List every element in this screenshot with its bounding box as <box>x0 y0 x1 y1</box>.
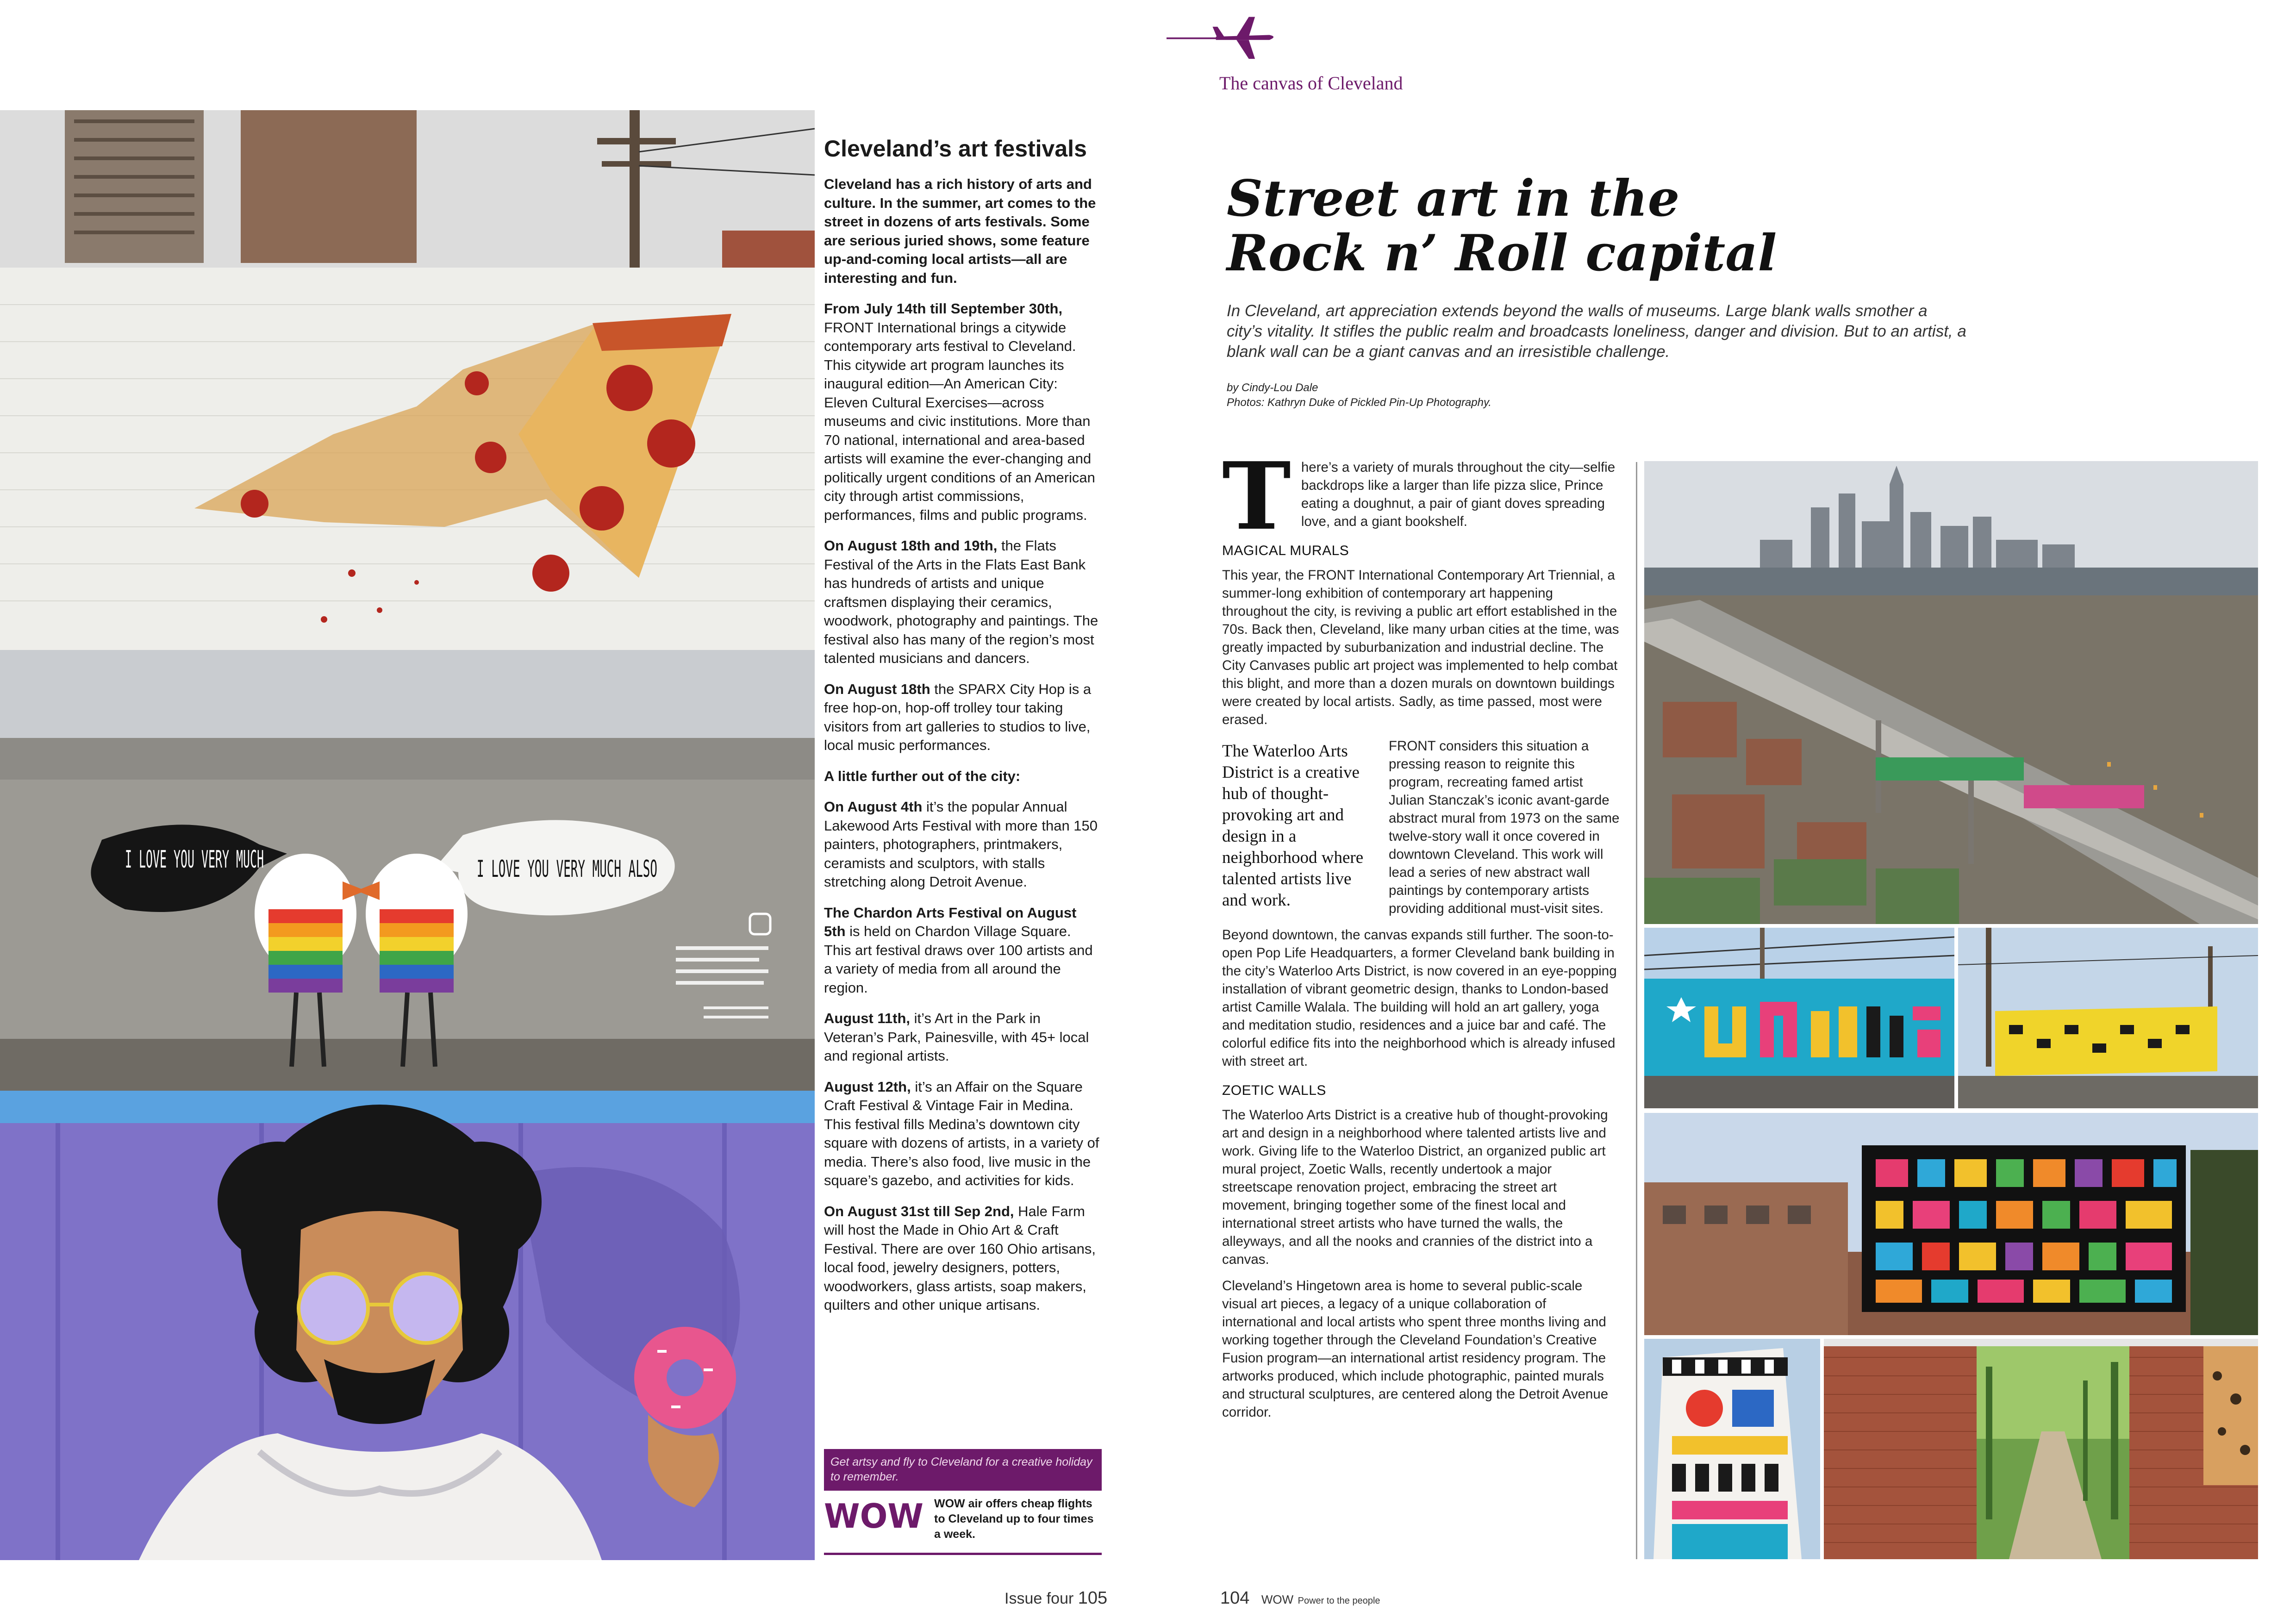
body-paragraph: This year, the FRONT International Contemporary Art Triennial, a summer-long exhibition of contemporary art happening throughout the city, is reviving a public art effort established in the 70s. Back then, Cleveland, like many urban cities at the time, was greatly impacted by suburbanization and industrial decline. The City Canvases public art project was implemented to help combat this blight, and more than a dozen murals on downtown buildings were created by local artists. Sadly, as time passed, most were erased. <box>1222 568 1619 727</box>
svg-text:WOW: WOW <box>824 1500 923 1532</box>
issue-label: Issue four <box>1004 1590 1074 1607</box>
subhead-magical-murals: MAGICAL MURALS <box>1222 543 1349 558</box>
right-page-number: 104 <box>1220 1588 1250 1608</box>
bubble-left-text: I LOVE YOU VERY MUCH <box>125 846 264 874</box>
photo-prince-mural <box>0 1091 815 1560</box>
festival-item: The Chardon Arts Festival on August 5th is held on Chardon Village Square. This art festival draws over 100 artists and a variety of media from all around the region. <box>824 904 1093 996</box>
photo-striped-building <box>1644 1339 1820 1559</box>
pull-quote: The Waterloo Arts District is a creative hub of thought-provoking art and design in a neighborhood where talented artists live and work. <box>1222 742 1364 910</box>
festival-item: August 11th, it’s Art in the Park in Veteran’s Park, Painesville, with 45+ local and regional artists. <box>824 1010 1089 1064</box>
body-paragraph: FRONT considers this situation a pressing reason to reignite this program, recreating famed artist Julian Stanczak’s iconic avant-garde abstract mural from 1973 on the same twelve-story wall it once covered in downtown Cleveland. This work will lead a series of new abstract wall paintings by contemporary artists providing additional must-visit sites. <box>1389 738 1620 916</box>
intro-paragraph: There’s a variety of murals throughout the city—selfie backdrops like a larger than life pizza slice, Prince eating a doughnut, a pair of giant doves spreading love, and a giant bookshelf. <box>1222 442 1616 551</box>
photo-geometric-mural <box>1644 1113 2258 1335</box>
body-paragraph: Beyond downtown, the canvas expands still further. The soon-to-open Pop Life Headquarters, a former Cleveland bank building in the city’s Waterloo Arts District, is now covered in an eye-popping installation of vibrant geometric design, thanks to London-based artist Camille Walala. The building will hold an art gallery, yoga and meditation studio, residences and a juice bar and café. The colorful edifice fits into the neighborhood which is already infused with street art. <box>1222 927 1617 1069</box>
promo-text: WOW air offers cheap flights to Cleveland up to four times a week. <box>934 1497 1094 1541</box>
left-page-footer <box>1004 1589 1107 1608</box>
festivals-sidebar <box>824 134 1102 1327</box>
byline: by Cindy-Lou Dale <box>1227 381 1318 394</box>
footer-brand: WOW <box>1261 1593 1294 1606</box>
article-title-line1: Street art in the <box>1227 169 1680 228</box>
body-paragraph: Cleveland’s Hingetown area is home to several public-scale visual art pieces, a legacy of a unique collaboration of international and local artists who spent three months living and working together through the Cleveland Foundation’s Creative Fusion program—an international artist residency program. The artworks produced, which include photographic, painted murals and structural sculptures, are centered along the Detroit Avenue corridor. <box>1222 1278 1609 1420</box>
festival-item: On August 18th the SPARX City Hop is a free hop-on, hop-off trolley tour taking visitors from art galleries to studios to live, local music performances. <box>824 681 1092 753</box>
body-paragraph: The Waterloo Arts District is a creative hub of thought-provoking art and design in a neighborhood where talented artists live and work. Giving life to the Waterloo District, an organized public art mural project, Zoetic Walls, recently undertook a major streetscape renovation project, embracing the street art movement, bringing together some of the finest local and international street artists who have turned the walls, the alleyways, and all the nooks and crannies of the district into a canvas. <box>1222 1107 1608 1267</box>
photo-yellow-building <box>1958 928 2258 1108</box>
festival-item: August 12th, it’s an Affair on the Square Craft Festival & Vintage Fair in Medina. This festival fills Medina’s downtown city square with dozens of artists, in a variety of media. There’s also food, live music in the square’s gazebo, and activities for kids. <box>824 1078 1099 1188</box>
column-divider <box>1636 462 1637 1559</box>
article-body <box>1222 442 1620 1430</box>
promo-tagline: Get artsy and fly to Cleveland for a creative holiday to remember. <box>824 1449 1102 1491</box>
footer-tagline: Power to the people <box>1298 1596 1380 1606</box>
festival-item: From July 14th till September 30th, FRONT International brings a citywide contemporary arts festival to Cleveland. This citywide art program launches its inaugural edition—An American City: Eleven Cultural Exercises—across museums and civic institutions. More than 70 national, international and area-based artists will examine the ever-changing and politically urgent conditions of an American city through artist commissions, performances, films and public programs. <box>824 300 1095 523</box>
sidebar-title: Cleveland’s art festivals <box>824 136 1087 162</box>
article-title <box>1227 171 1967 281</box>
airplane-icon <box>1167 14 1278 60</box>
wow-promo-box[interactable] <box>824 1449 1102 1556</box>
festival-item: On August 31st till Sep 2nd, Hale Farm will host the Made in Ohio Art & Craft Festival. There are over 160 Ohio artisans, local food, jewelry designers, potters, woodworkers, glass artists, soap makers, quilters and other unique artisans. <box>824 1203 1096 1313</box>
right-page-footer <box>1220 1589 1380 1610</box>
photo-doves-mural <box>0 650 815 1091</box>
left-page-number: 105 <box>1078 1588 1108 1608</box>
photo-brick-arch-path <box>1824 1339 2258 1559</box>
sidebar-intro: Cleveland has a rich history of arts and culture. In the summer, art comes to the street in dozens of arts festivals. Some are serious juried shows, some feature up-and-coming local artists—all are interesting and fun. <box>824 176 1096 286</box>
festival-item: On August 4th it’s the popular Annual Lakewood Arts Festival with more than 150 painters, photographers, printmakers, ceramists and sculptors, with stalls stretching along Detroit Avenue. <box>824 799 1098 890</box>
article-title-line2: Rock n’ Roll capital <box>1227 224 1777 282</box>
standfirst: In Cleveland, art appreciation extends beyond the walls of museums. Large blank walls smother a city’s vitality. It stifles the public realm and broadcasts loneliness, danger and division. But to an artist, a blank wall can be a giant canvas and an irresistible challenge. <box>1227 302 1966 361</box>
wow-logo <box>824 1500 926 1532</box>
byline-block <box>1227 381 1643 410</box>
subhead-zoetic-walls: ZOETIC WALLS <box>1222 1083 1326 1098</box>
bubble-right-text: I LOVE YOU VERY MUCH ALSO <box>477 856 657 882</box>
photo-pizza-mural <box>0 110 815 650</box>
drop-cap: T <box>1222 442 1291 551</box>
section-kicker: The canvas of Cleveland <box>1219 73 1403 94</box>
festival-item: On August 18th and 19th, the Flats Festival of the Arts in the Flats East Bank has hundreds of artists and unique craftsmen displaying their ceramics, woodwork, photography and paintings. The festival also has many of the region’s most talented musicians and dancers. <box>824 537 1098 666</box>
photo-cleveland-skyline <box>1644 461 2258 924</box>
sidebar-subhead: A little further out of the city: <box>824 768 1021 784</box>
photo-waterloo-mural-wall <box>1644 928 1954 1108</box>
promo-divider <box>824 1553 1102 1555</box>
photo-credit: Photos: Kathryn Duke of Pickled Pin-Up Photography. <box>1227 396 1491 409</box>
